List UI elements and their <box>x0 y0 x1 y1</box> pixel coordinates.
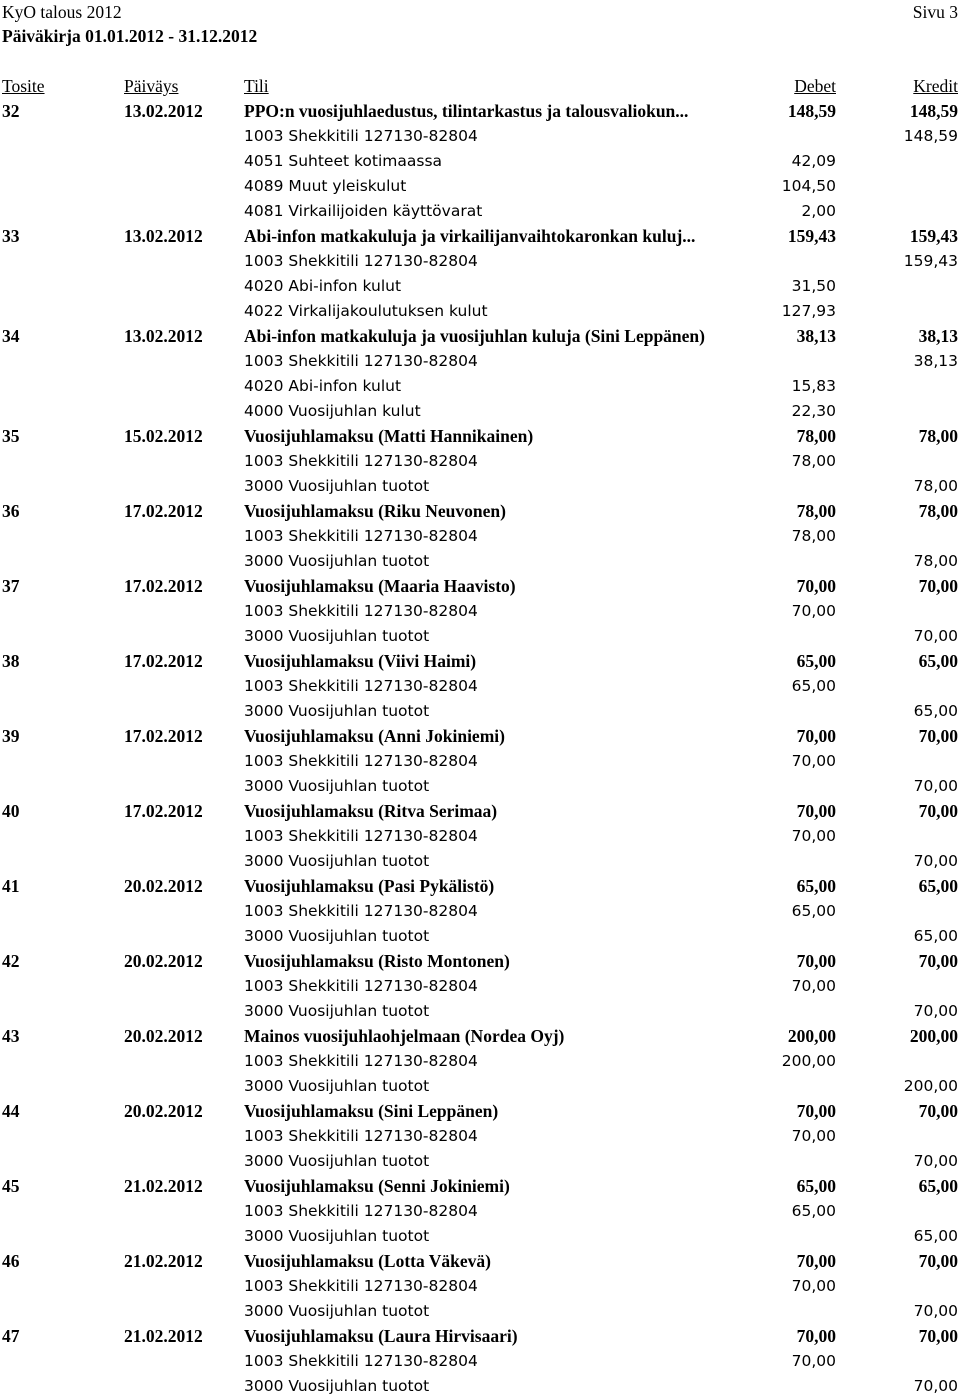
report-title: KyO talous 2012 <box>2 2 122 22</box>
entry-kredit: 70,00 <box>918 1326 958 1346</box>
column-header-row <box>0 74 960 99</box>
voucher-number: 43 <box>2 1026 20 1046</box>
entry-description: Vuosijuhlamaksu (Laura Hirvisaari) <box>244 1326 518 1346</box>
column-header-debet: Debet <box>794 76 836 96</box>
entry-date: 21.02.2012 <box>124 1176 203 1196</box>
account-name: 3000 Vuosijuhlan tuotot <box>244 1152 430 1170</box>
entry-description: Vuosijuhlamaksu (Ritva Serimaa) <box>244 801 498 821</box>
account-line <box>0 349 960 374</box>
account-name: 3000 Vuosijuhlan tuotot <box>244 777 430 795</box>
entry-kredit: 70,00 <box>918 1251 958 1271</box>
account-name: 1003 Shekkitili 127130-82804 <box>244 1277 478 1295</box>
line-debet: 2,00 <box>801 202 836 220</box>
entry-date: 20.02.2012 <box>124 876 203 896</box>
entry-row <box>0 99 960 124</box>
account-name: 1003 Shekkitili 127130-82804 <box>244 252 478 270</box>
entry-description: Vuosijuhlamaksu (Lotta Väkevä) <box>244 1251 491 1271</box>
line-kredit: 70,00 <box>913 1302 958 1320</box>
account-line <box>0 1374 960 1399</box>
entry-kredit: 78,00 <box>918 426 958 446</box>
entry-date: 17.02.2012 <box>124 576 203 596</box>
account-line <box>0 299 960 324</box>
account-name: 4000 Vuosijuhlan kulut <box>244 402 421 420</box>
voucher-number: 35 <box>2 426 20 446</box>
voucher-number: 47 <box>2 1326 20 1346</box>
entry-date: 20.02.2012 <box>124 951 203 971</box>
entry-debet: 78,00 <box>796 501 836 521</box>
entry-row <box>0 1324 960 1349</box>
entry-debet: 70,00 <box>796 726 836 746</box>
account-line <box>0 1124 960 1149</box>
entry-row <box>0 499 960 524</box>
voucher-number: 32 <box>2 101 20 121</box>
entry-date: 21.02.2012 <box>124 1251 203 1271</box>
account-name: 1003 Shekkitili 127130-82804 <box>244 352 478 370</box>
line-debet: 65,00 <box>791 1202 836 1220</box>
account-line <box>0 699 960 724</box>
account-name: 4089 Muut yleiskulut <box>244 177 407 195</box>
entry-kredit: 70,00 <box>918 576 958 596</box>
journal-ledger <box>0 99 960 1399</box>
account-name: 1003 Shekkitili 127130-82804 <box>244 127 478 145</box>
account-name: 3000 Vuosijuhlan tuotot <box>244 852 430 870</box>
entry-debet: 200,00 <box>787 1026 836 1046</box>
voucher-number: 41 <box>2 876 20 896</box>
account-line <box>0 1199 960 1224</box>
account-line <box>0 899 960 924</box>
line-debet: 78,00 <box>791 452 836 470</box>
entry-date: 15.02.2012 <box>124 426 203 446</box>
line-kredit: 70,00 <box>913 1377 958 1395</box>
account-name: 1003 Shekkitili 127130-82804 <box>244 452 478 470</box>
account-line <box>0 1074 960 1099</box>
account-line <box>0 1299 960 1324</box>
voucher-number: 44 <box>2 1101 20 1121</box>
entry-kredit: 70,00 <box>918 801 958 821</box>
journal-period: Päiväkirja 01.01.2012 - 31.12.2012 <box>2 26 258 46</box>
entry-kredit: 38,13 <box>918 326 958 346</box>
line-debet: 127,93 <box>781 302 836 320</box>
entry-debet: 70,00 <box>796 1251 836 1271</box>
entry-row <box>0 1249 960 1274</box>
voucher-number: 39 <box>2 726 20 746</box>
entry-row <box>0 649 960 674</box>
account-name: 1003 Shekkitili 127130-82804 <box>244 602 478 620</box>
entry-row <box>0 1174 960 1199</box>
entry-description: Vuosijuhlamaksu (Riku Neuvonen) <box>244 501 506 521</box>
entry-description: Vuosijuhlamaksu (Maaria Haavisto) <box>244 576 516 596</box>
entry-debet: 65,00 <box>796 1176 836 1196</box>
entry-kredit: 159,43 <box>909 226 958 246</box>
account-name: 4020 Abi-infon kulut <box>244 277 402 295</box>
account-name: 1003 Shekkitili 127130-82804 <box>244 1127 478 1145</box>
line-debet: 70,00 <box>791 827 836 845</box>
account-name: 1003 Shekkitili 127130-82804 <box>244 752 478 770</box>
account-line <box>0 1224 960 1249</box>
account-name: 3000 Vuosijuhlan tuotot <box>244 702 430 720</box>
entry-debet: 148,59 <box>787 101 836 121</box>
account-line <box>0 1349 960 1374</box>
voucher-number: 33 <box>2 226 20 246</box>
entry-kredit: 65,00 <box>918 876 958 896</box>
voucher-number: 45 <box>2 1176 20 1196</box>
entry-row <box>0 949 960 974</box>
entry-description: Mainos vuosijuhlaohjelmaan (Nordea Oyj) <box>244 1026 565 1046</box>
entry-debet: 38,13 <box>796 326 836 346</box>
account-line <box>0 274 960 299</box>
entry-debet: 159,43 <box>787 226 836 246</box>
entry-date: 20.02.2012 <box>124 1101 203 1121</box>
line-debet: 22,30 <box>791 402 836 420</box>
voucher-number: 40 <box>2 801 20 821</box>
account-line <box>0 624 960 649</box>
account-line <box>0 1149 960 1174</box>
column-header-tili: Tili <box>244 76 269 96</box>
account-line <box>0 149 960 174</box>
line-kredit: 65,00 <box>913 1227 958 1245</box>
line-kredit: 70,00 <box>913 777 958 795</box>
account-line <box>0 924 960 949</box>
entry-row <box>0 799 960 824</box>
entry-debet: 65,00 <box>796 876 836 896</box>
entry-date: 17.02.2012 <box>124 801 203 821</box>
line-debet: 70,00 <box>791 977 836 995</box>
voucher-number: 46 <box>2 1251 20 1271</box>
line-debet: 70,00 <box>791 1127 836 1145</box>
line-kredit: 78,00 <box>913 477 958 495</box>
entry-kredit: 65,00 <box>918 1176 958 1196</box>
account-line <box>0 474 960 499</box>
voucher-number: 36 <box>2 501 20 521</box>
account-name: 3000 Vuosijuhlan tuotot <box>244 1377 430 1395</box>
entry-row <box>0 724 960 749</box>
account-name: 3000 Vuosijuhlan tuotot <box>244 1302 430 1320</box>
account-name: 3000 Vuosijuhlan tuotot <box>244 1002 430 1020</box>
entry-debet: 70,00 <box>796 951 836 971</box>
account-name: 4020 Abi-infon kulut <box>244 377 402 395</box>
column-header-kredit: Kredit <box>913 76 958 96</box>
line-kredit: 65,00 <box>913 927 958 945</box>
entry-debet: 70,00 <box>796 1326 836 1346</box>
account-name: 1003 Shekkitili 127130-82804 <box>244 902 478 920</box>
entry-description: PPO:n vuosijuhlaedustus, tilintarkastus ja talousvaliokun... <box>244 101 689 121</box>
account-line <box>0 974 960 999</box>
account-line <box>0 824 960 849</box>
entry-date: 17.02.2012 <box>124 726 203 746</box>
entry-debet: 70,00 <box>796 576 836 596</box>
account-line <box>0 999 960 1024</box>
account-name: 1003 Shekkitili 127130-82804 <box>244 977 478 995</box>
account-name: 3000 Vuosijuhlan tuotot <box>244 1227 430 1245</box>
entry-kredit: 65,00 <box>918 651 958 671</box>
account-name: 4081 Virkailijoiden käyttövarat <box>244 202 483 220</box>
line-debet: 15,83 <box>791 377 836 395</box>
line-kredit: 78,00 <box>913 552 958 570</box>
entry-debet: 70,00 <box>796 1101 836 1121</box>
line-debet: 65,00 <box>791 902 836 920</box>
entry-description: Vuosijuhlamaksu (Sini Leppänen) <box>244 1101 499 1121</box>
account-line <box>0 399 960 424</box>
entry-kredit: 148,59 <box>909 101 958 121</box>
account-line <box>0 199 960 224</box>
entry-description: Vuosijuhlamaksu (Viivi Haimi) <box>244 651 477 671</box>
line-kredit: 159,43 <box>903 252 958 270</box>
column-header-tosite: Tosite <box>2 76 45 96</box>
entry-debet: 65,00 <box>796 651 836 671</box>
account-line <box>0 599 960 624</box>
entry-debet: 70,00 <box>796 801 836 821</box>
line-kredit: 38,13 <box>913 352 958 370</box>
account-name: 1003 Shekkitili 127130-82804 <box>244 677 478 695</box>
entry-row <box>0 324 960 349</box>
entry-row <box>0 224 960 249</box>
line-debet: 70,00 <box>791 1352 836 1370</box>
line-debet: 70,00 <box>791 1277 836 1295</box>
column-header-paivays: Päiväys <box>124 76 179 96</box>
entry-kredit: 70,00 <box>918 951 958 971</box>
entry-date: 13.02.2012 <box>124 226 203 246</box>
entry-date: 13.02.2012 <box>124 326 203 346</box>
entry-row <box>0 574 960 599</box>
entry-date: 17.02.2012 <box>124 651 203 671</box>
entry-date: 21.02.2012 <box>124 1326 203 1346</box>
line-debet: 200,00 <box>781 1052 836 1070</box>
account-line <box>0 524 960 549</box>
account-name: 3000 Vuosijuhlan tuotot <box>244 477 430 495</box>
entry-row <box>0 1099 960 1124</box>
account-line <box>0 249 960 274</box>
line-debet: 104,50 <box>781 177 836 195</box>
entry-row <box>0 1024 960 1049</box>
line-kredit: 148,59 <box>903 127 958 145</box>
entry-date: 20.02.2012 <box>124 1026 203 1046</box>
entry-description: Vuosijuhlamaksu (Senni Jokiniemi) <box>244 1176 510 1196</box>
line-debet: 70,00 <box>791 602 836 620</box>
line-debet: 31,50 <box>791 277 836 295</box>
account-name: 4051 Suhteet kotimaassa <box>244 152 443 170</box>
entry-description: Abi-infon matkakuluja ja vuosijuhlan kuluja (Sini Leppänen) <box>244 326 705 346</box>
entry-date: 13.02.2012 <box>124 101 203 121</box>
account-line <box>0 774 960 799</box>
account-name: 3000 Vuosijuhlan tuotot <box>244 1077 430 1095</box>
entry-row <box>0 424 960 449</box>
account-line <box>0 1274 960 1299</box>
account-name: 3000 Vuosijuhlan tuotot <box>244 927 430 945</box>
voucher-number: 37 <box>2 576 20 596</box>
account-line <box>0 174 960 199</box>
account-line <box>0 549 960 574</box>
account-line <box>0 124 960 149</box>
line-kredit: 65,00 <box>913 702 958 720</box>
entry-description: Vuosijuhlamaksu (Risto Montonen) <box>244 951 510 971</box>
line-kredit: 70,00 <box>913 1152 958 1170</box>
line-debet: 42,09 <box>791 152 836 170</box>
entry-description: Vuosijuhlamaksu (Anni Jokiniemi) <box>244 726 505 746</box>
entry-kredit: 70,00 <box>918 1101 958 1121</box>
account-line <box>0 749 960 774</box>
line-kredit: 70,00 <box>913 1002 958 1020</box>
account-line <box>0 1049 960 1074</box>
entry-description: Vuosijuhlamaksu (Matti Hannikainen) <box>244 426 534 446</box>
voucher-number: 34 <box>2 326 20 346</box>
page-number: Sivu 3 <box>912 2 958 22</box>
entry-date: 17.02.2012 <box>124 501 203 521</box>
account-name: 3000 Vuosijuhlan tuotot <box>244 552 430 570</box>
line-kredit: 70,00 <box>913 627 958 645</box>
line-debet: 78,00 <box>791 527 836 545</box>
account-line <box>0 449 960 474</box>
account-name: 1003 Shekkitili 127130-82804 <box>244 1202 478 1220</box>
entry-description: Abi-infon matkakuluja ja virkailijanvaihtokaronkan kuluj... <box>244 226 696 246</box>
entry-row <box>0 874 960 899</box>
account-name: 1003 Shekkitili 127130-82804 <box>244 1352 478 1370</box>
account-line <box>0 849 960 874</box>
entry-description: Vuosijuhlamaksu (Pasi Pykälistö) <box>244 876 495 896</box>
account-line <box>0 674 960 699</box>
voucher-number: 38 <box>2 651 20 671</box>
voucher-number: 42 <box>2 951 20 971</box>
line-debet: 65,00 <box>791 677 836 695</box>
line-debet: 70,00 <box>791 752 836 770</box>
account-name: 1003 Shekkitili 127130-82804 <box>244 827 478 845</box>
entry-debet: 78,00 <box>796 426 836 446</box>
account-name: 4022 Virkalijakoulutuksen kulut <box>244 302 488 320</box>
entry-kredit: 78,00 <box>918 501 958 521</box>
account-line <box>0 374 960 399</box>
account-name: 1003 Shekkitili 127130-82804 <box>244 527 478 545</box>
entry-kredit: 70,00 <box>918 726 958 746</box>
entry-kredit: 200,00 <box>909 1026 958 1046</box>
line-kredit: 200,00 <box>903 1077 958 1095</box>
account-name: 3000 Vuosijuhlan tuotot <box>244 627 430 645</box>
account-name: 1003 Shekkitili 127130-82804 <box>244 1052 478 1070</box>
line-kredit: 70,00 <box>913 852 958 870</box>
